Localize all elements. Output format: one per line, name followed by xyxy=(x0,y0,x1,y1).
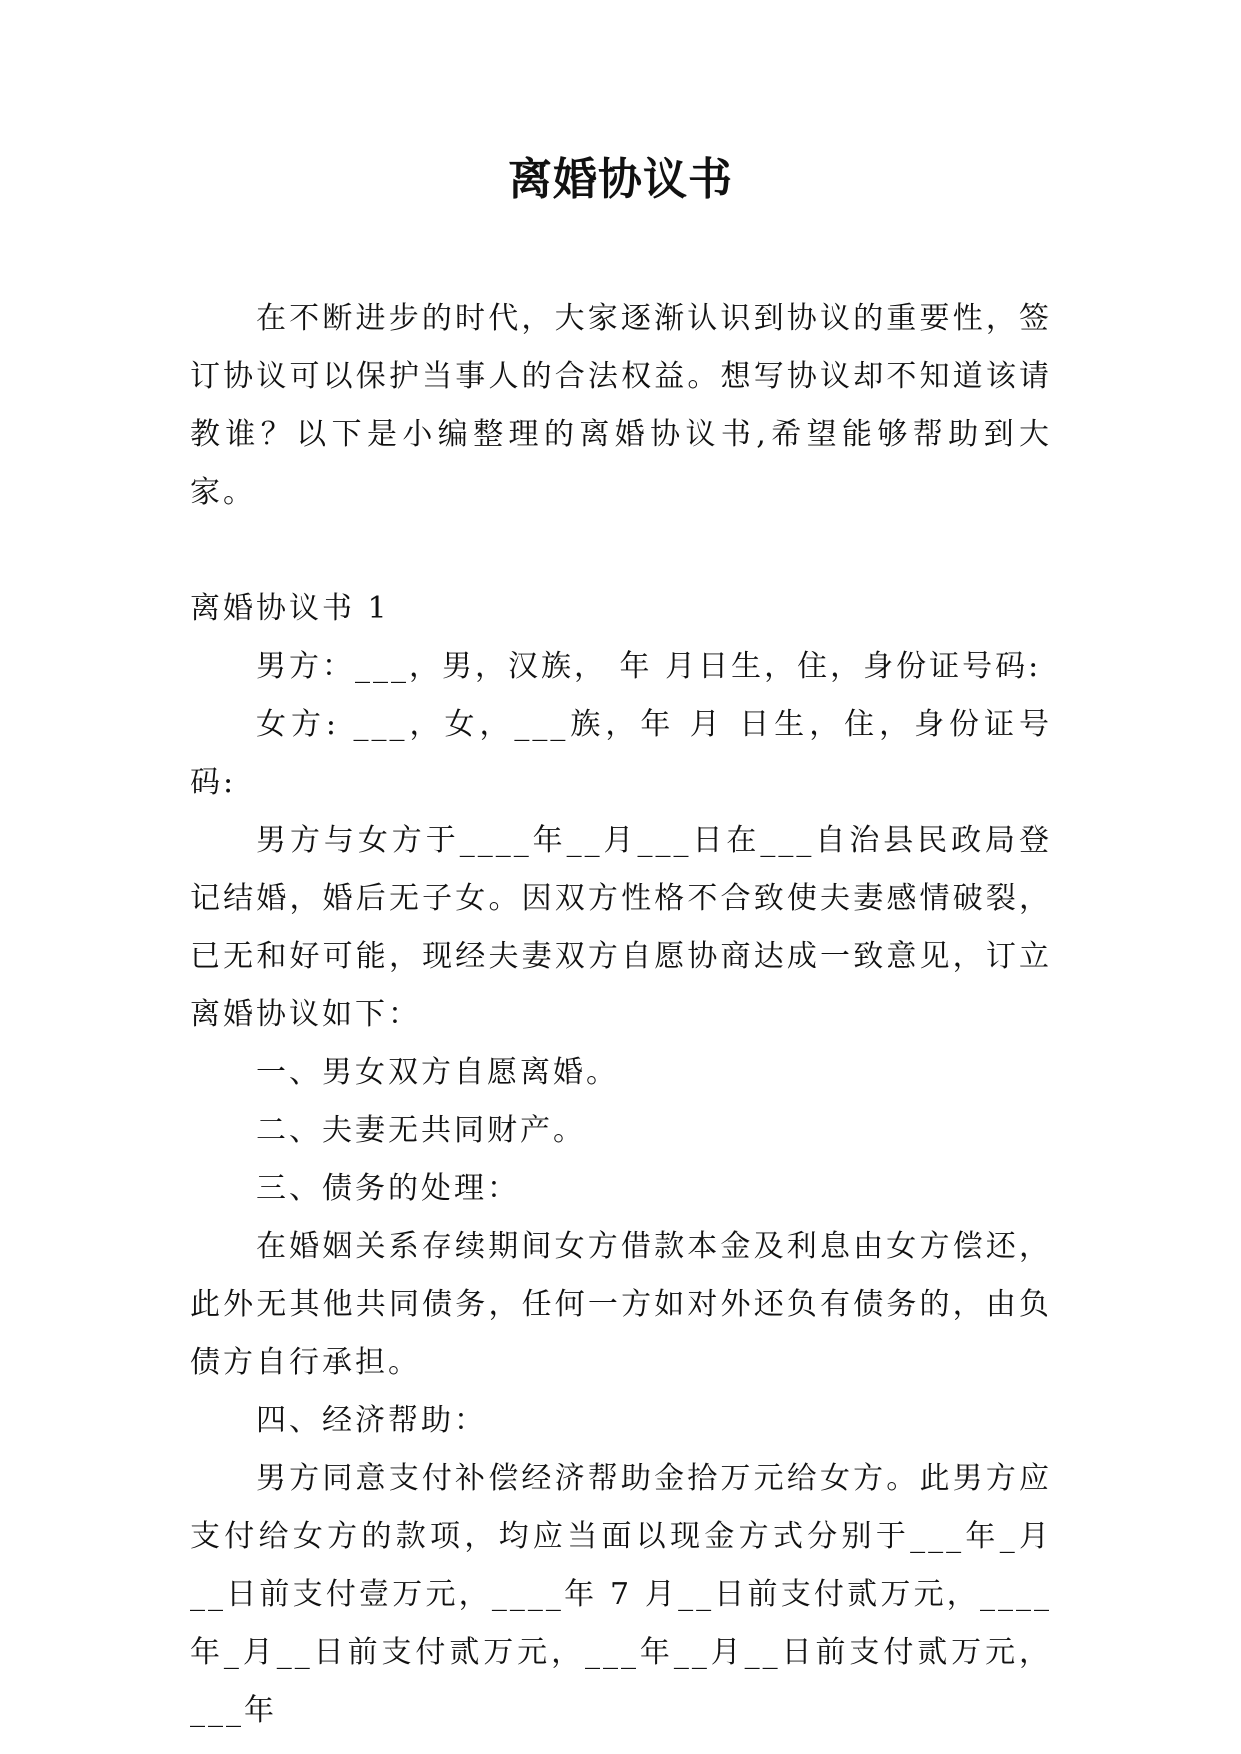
section-heading: 离婚协议书 1 xyxy=(190,591,390,626)
intro-paragraph: 在不断进步的时代，大家逐渐认识到协议的重要性，签订协议可以保护当事人的合法权益。想写协议却不知道该请教谁？以下是小编整理的离婚协议书,希望能够帮助到大家。 xyxy=(190,301,1052,510)
clause-four: 四、经济帮助： xyxy=(256,1403,487,1438)
marriage-paragraph: 男方与女方于____年__月___日在___自治县民政局登记结婚，婚后无子女。因双方性格不合致使夫妻感情破裂，已无和好可能，现经夫妻双方自愿协商达成一致意见，订立离婚协议如下： xyxy=(190,823,1052,1032)
paragraph-spacer xyxy=(190,522,1052,580)
clause-two: 二、夫妻无共同财产。 xyxy=(256,1113,586,1148)
aid-paragraph: 男方同意支付补偿经济帮助金拾万元给女方。此男方应支付给女方的款项，均应当面以现金方式分别于___年_月__日前支付壹万元，____年 7 月__日前支付贰万元，____年_月__日前支付贰万元，___年__月__日前支付贰万元，___年 xyxy=(190,1461,1052,1728)
woman-info-line: 女方: ___，女，___族，年 月 日生，住，身份证号码: xyxy=(190,707,1052,800)
document-body xyxy=(190,290,1052,1740)
document-title: 离婚协议书 xyxy=(508,154,733,205)
clause-one: 一、男女双方自愿离婚。 xyxy=(256,1055,619,1090)
debt-paragraph: 在婚姻关系存续期间女方借款本金及利息由女方偿还，此外无其他共同债务，任何一方如对外还负有债务的，由负债方自行承担。 xyxy=(190,1229,1052,1380)
clause-three: 三、债务的处理： xyxy=(256,1171,520,1206)
man-info-line: 男方：___，男，汉族， 年 月日生，住，身份证号码: xyxy=(256,649,1042,684)
